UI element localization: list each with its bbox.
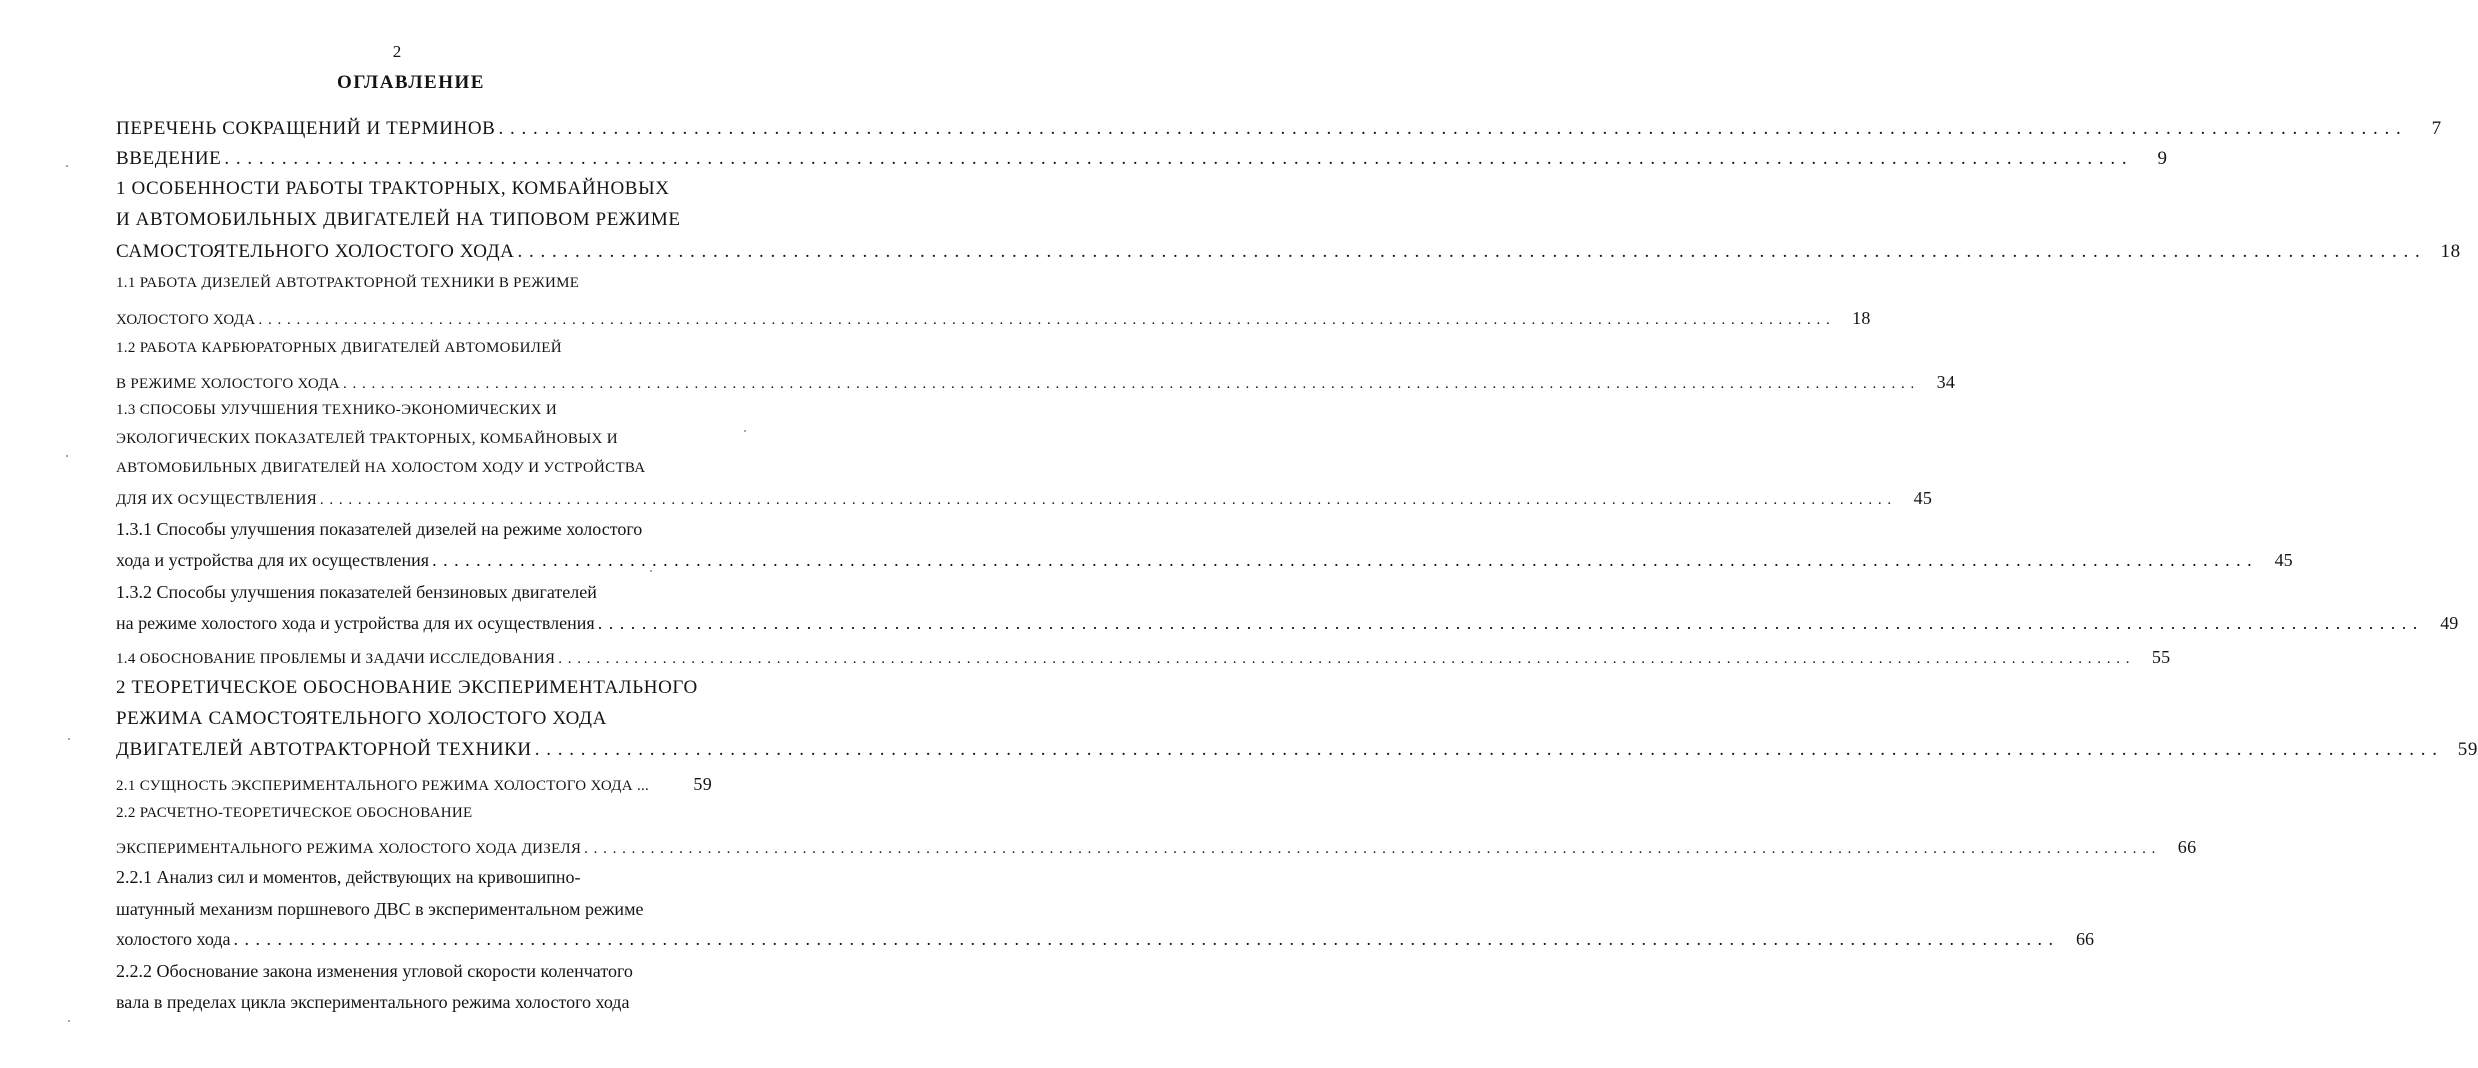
toc-entry-text: 2.2.2 Обоснование закона изменения угловой скорости коленчатого <box>116 961 633 981</box>
toc-entry-text: 1.2 РАБОТА КАРБЮРАТОРНЫХ ДВИГАТЕЛЕЙ АВТОМОБИЛЕЙ <box>116 340 562 356</box>
toc-leader-dots: . . . . . . . . . . . . . . . . . . . . . . . . . . . . . . . . . . . . . . . . . . . . . . . . . . . . . . . . . . . . . . . . . . . . . . . . . . . . . . . . . . . . . . . . . . . . . . . . . . . . . . . . . . . . . . . . . . . . . . . . . . . . . . . . . . . . . . . . . . . . . . . . . . . . . . . . . . . . . . . . . . . . . . <box>233 929 2055 949</box>
toc-entry-page: 45 <box>1913 488 1933 508</box>
toc-leader-dots: . . . . . . . . . . . . . . . . . . . . . . . . . . . . . . . . . . . . . . . . . . . . . . . . . . . . . . . . . . . . . . . . . . . . . . . . . . . . . . . . . . . . . . . . . . . . . . . . . . . . . . . . . . . . . . . . . . . . . . . . . . . . . . . . . . . . . . . . . . . . . . . . . . . . . . . . . . . . . . . . . . . . . . <box>258 312 1831 328</box>
toc-entry-page: 66 <box>2076 929 2095 949</box>
toc-entry-text: И АВТОМОБИЛЬНЫХ ДВИГАТЕЛЕЙ НА ТИПОВОМ РЕЖИМЕ <box>116 209 681 230</box>
toc-entry[interactable] <box>116 613 2459 634</box>
scan-speck <box>68 1020 70 1022</box>
toc-leader-dots: . . . . . . . . . . . . . . . . . . . . . . . . . . . . . . . . . . . . . . . . . . . . . . . . . . . . . . . . . . . . . . . . . . . . . . . . . . . . . . . . . . . . . . . . . . . . . . . . . . . . . . . . . . . . . . . . . . . . . . . . . . . . . . . . . . . . . . . . . . . . . . . . . . . . . . . . . . . . . . . . . . . . . . <box>517 241 2421 262</box>
toc-entry-text: ЭКОЛОГИЧЕСКИХ ПОКАЗАТЕЛЕЙ ТРАКТОРНЫХ, КОМБАЙНОВЫХ И <box>116 431 618 447</box>
toc-entry[interactable] <box>116 739 2478 761</box>
toc-entry[interactable] <box>116 961 712 982</box>
toc-entry[interactable] <box>116 488 1933 509</box>
toc-leader-dots: . . . . . . . . . . . . . . . . . . . . . . . . . . . . . . . . . . . . . . . . . . . . . . . . . . . . . . . . . . . . . . . . . . . . . . . . . . . . . . . . . . . . . . . . . . . . . . . . . . . . . . . . . . . . . . . . . . . . . . . . . . . . . . . . . . . . . . . . . . . . . . . . . . . . . . . . . . . . . . . . . . . . . . <box>319 492 1893 508</box>
toc-entry[interactable] <box>116 241 2461 263</box>
toc-leader-dots: . . . . . . . . . . . . . . . . . . . . . . . . . . . . . . . . . . . . . . . . . . . . . . . . . . . . . . . . . . . . . . . . . . . . . . . . . . . . . . . . . . . . . . . . . . . . . . . . . . . . . . . . . . . . . . . . . . . . . . . . . . . . . . . . . . . . . . . . . . . . . . . . . . . . . . . . . . . . . . . . . . . . . . <box>224 148 2128 169</box>
toc-leader-dots: . . . . . . . . . . . . . . . . . . . . . . . . . . . . . . . . . . . . . . . . . . . . . . . . . . . . . . . . . . . . . . . . . . . . . . . . . . . . . . . . . . . . . . . . . . . . . . . . . . . . . . . . . . . . . . . . . . . . . . . . . . . . . . . . . . . . . . . . . . . . . . . . . . . . . . . . . . . . . . . . . . . . . . <box>558 651 2131 667</box>
toc-entry[interactable] <box>116 519 712 540</box>
toc-entry[interactable] <box>116 340 712 357</box>
toc-entry-page: 9 <box>2157 148 2168 169</box>
toc-entry-page: 49 <box>2440 613 2459 633</box>
toc-leader-dots: . . . . . . . . . . . . . . . . . . . . . . . . . . . . . . . . . . . . . . . . . . . . . . . . . . . . . . . . . . . . . . . . . . . . . . . . . . . . . . . . . . . . . . . . . . . . . . . . . . . . . . . . . . . . . . . . . . . . . . . . . . . . . . . . . . . . . . . . . . . . . . . . . . . . . . . . . . . . . . . . . . . . . . <box>432 550 2253 570</box>
toc-entry-text: САМОСТОЯТЕЛЬНОГО ХОЛОСТОГО ХОДА <box>116 241 515 262</box>
toc-entry[interactable] <box>116 372 1956 393</box>
toc-entry-text: холостого хода <box>116 929 231 949</box>
toc-leader-dots: . . . . . . . . . . . . . . . . . . . . . . . . . . . . . . . . . . . . . . . . . . . . . . . . . . . . . . . . . . . . . . . . . . . . . . . . . . . . . . . . . . . . . . . . . . . . . . . . . . . . . . . . . . . . . . . . . . . . . . . . . . . . . . . . . . . . . . . . . . . . . . . . . . . . . . . . . . . . . . . . . . . . . . <box>597 613 2419 633</box>
toc-entry-text: 1.4 ОБОСНОВАНИЕ ПРОБЛЕМЫ И ЗАДАЧИ ИССЛЕДОВАНИЯ <box>116 651 556 667</box>
scan-speck <box>66 455 68 457</box>
toc-entry[interactable] <box>116 774 712 795</box>
toc-entry[interactable] <box>116 708 712 730</box>
toc-entry-text: АВТОМОБИЛЬНЫХ ДВИГАТЕЛЕЙ НА ХОЛОСТОМ ХОДУ И УСТРОЙСТВА <box>116 460 646 476</box>
toc-leader-dots: . . . . . . . . . . . . . . . . . . . . . . . . . . . . . . . . . . . . . . . . . . . . . . . . . . . . . . . . . . . . . . . . . . . . . . . . . . . . . . . . . . . . . . . . . . . . . . . . . . . . . . . . . . . . . . . . . . . . . . . . . . . . . . . . . . . . . . . . . . . . . . . . . . . . . . . . . . . . . . . . . . . . . . <box>498 118 2402 139</box>
toc-entry[interactable] <box>116 837 2197 858</box>
toc-entry[interactable] <box>116 460 712 477</box>
page-number: 2 <box>392 42 402 61</box>
toc-entry-text: РЕЖИМА САМОСТОЯТЕЛЬНОГО ХОЛОСТОГО ХОДА <box>116 708 607 729</box>
toc-entry-page: 18 <box>2440 241 2461 262</box>
toc-entry-text: 1.3 СПОСОБЫ УЛУЧШЕНИЯ ТЕХНИКО-ЭКОНОМИЧЕСКИХ И <box>116 402 557 418</box>
toc-entry-text: ПЕРЕЧЕНЬ СОКРАЩЕНИЙ И ТЕРМИНОВ <box>116 118 496 139</box>
toc-entry-text: 1.1 РАБОТА ДИЗЕЛЕЙ АВТОТРАКТОРНОЙ ТЕХНИКИ В РЕЖИМЕ <box>116 275 580 291</box>
toc-leader-dots: . . . . . . . . . . . . . . . . . . . . . . . . . . . . . . . . . . . . . . . . . . . . . . . . . . . . . . . . . . . . . . . . . . . . . . . . . . . . . . . . . . . . . . . . . . . . . . . . . . . . . . . . . . . . . . . . . . . . . . . . . . . . . . . . . . . . . . . . . . . . . . . . . . . . . . . . . . . . . . . . . . . . . . <box>342 376 1916 392</box>
toc-entry[interactable] <box>116 867 712 888</box>
toc-entry-page: 7 <box>2431 118 2442 139</box>
scan-speck <box>650 570 652 572</box>
toc-entry-text: 1.3.2 Способы улучшения показателей бензиновых двигателей <box>116 582 597 602</box>
toc-leader-dots: . . . . . . . . . . . . . . . . . . . . . . . . . . . . . . . . . . . . . . . . . . . . . . . . . . . . . . . . . . . . . . . . . . . . . . . . . . . . . . . . . . . . . . . . . . . . . . . . . . . . . . . . . . . . . . . . . . . . . . . . . . . . . . . . . . . . . . . . . . . . . . . . . . . . . . . . . . . . . . . . . . . . . . <box>534 739 2438 760</box>
toc-entry[interactable] <box>116 148 2168 170</box>
toc-entry-page: 59 <box>693 774 712 794</box>
toc-leader-dots: . . . . . . . . . . . . . . . . . . . . . . . . . . . . . . . . . . . . . . . . . . . . . . . . . . . . . . . . . . . . . . . . . . . . . . . . . . . . . . . . . . . . . . . . . . . . . . . . . . . . . . . . . . . . . . . . . . . . . . . . . . . . . . . . . . . . . . . . . . . . . . . . . . . . . . . . . . . . . . . . . . . . . . <box>584 841 2157 857</box>
toc-entry-text: 1.3.1 Способы улучшения показателей дизелей на режиме холостого <box>116 519 643 539</box>
toc-entry[interactable] <box>116 402 712 419</box>
toc-entry-text: ЭКСПЕРИМЕНТАЛЬНОГО РЕЖИМА ХОЛОСТОГО ХОДА ДИЗЕЛЯ <box>116 841 582 857</box>
toc-entry-text: 2.1 СУЩНОСТЬ ЭКСПЕРИМЕНТАЛЬНОГО РЕЖИМА ХОЛОСТОГО ХОДА ... <box>116 778 650 794</box>
toc-entry[interactable] <box>116 805 712 822</box>
toc-entry[interactable] <box>116 275 712 292</box>
toc-entry-text: ДВИГАТЕЛЕЙ АВТОТРАКТОРНОЙ ТЕХНИКИ <box>116 739 532 760</box>
toc-entry-text: ХОЛОСТОГО ХОДА <box>116 312 256 328</box>
scan-speck <box>66 165 68 167</box>
toc-entry-text: шатунный механизм поршневого ДВС в экспериментальном режиме <box>116 899 644 919</box>
scan-speck <box>68 738 70 740</box>
toc-entry[interactable] <box>116 178 712 200</box>
toc-entry-text: 2 ТЕОРЕТИЧЕСКОЕ ОБОСНОВАНИЕ ЭКСПЕРИМЕНТАЛЬНОГО <box>116 677 698 698</box>
toc-entry[interactable] <box>116 899 712 920</box>
toc-entry[interactable] <box>116 209 712 231</box>
toc-entry-page: 66 <box>2177 837 2197 857</box>
scan-speck <box>744 430 746 432</box>
toc-entry[interactable] <box>116 992 712 1013</box>
toc-entry-text: ДЛЯ ИХ ОСУЩЕСТВЛЕНИЯ <box>116 492 317 508</box>
toc-entry[interactable] <box>116 582 712 603</box>
toc-title: ОГЛАВЛЕНИЕ <box>337 72 485 93</box>
toc-entry-page: 18 <box>1852 308 1871 328</box>
toc-entry-text: 2.2.1 Анализ сил и моментов, действующих на кривошипно- <box>116 867 581 887</box>
toc-entry[interactable] <box>116 677 712 699</box>
toc-entry-page: 59 <box>2457 739 2478 760</box>
toc-entry[interactable] <box>116 431 712 448</box>
toc-entry[interactable] <box>116 647 2171 668</box>
toc-entry[interactable] <box>116 550 2293 571</box>
toc-entry[interactable] <box>116 308 1871 329</box>
toc-entry-text: 1 ОСОБЕННОСТИ РАБОТЫ ТРАКТОРНЫХ, КОМБАЙНОВЫХ <box>116 178 670 199</box>
toc-entry[interactable] <box>116 929 2095 950</box>
toc-entry-text: хода и устройства для их осуществления <box>116 550 430 570</box>
toc-entry-text: ВВЕДЕНИЕ <box>116 148 222 169</box>
toc-entry-text: вала в пределах цикла экспериментального режима холостого хода <box>116 992 630 1012</box>
toc-entry-page: 55 <box>2151 647 2171 667</box>
toc-entry-page: 34 <box>1936 372 1956 392</box>
toc-entry[interactable] <box>116 118 2442 140</box>
toc-entry-text: В РЕЖИМЕ ХОЛОСТОГО ХОДА <box>116 376 340 392</box>
toc-entry-text: 2.2 РАСЧЕТНО-ТЕОРЕТИЧЕСКОЕ ОБОСНОВАНИЕ <box>116 805 473 821</box>
toc-entry-page: 45 <box>2274 550 2293 570</box>
toc-entry-text: на режиме холостого хода и устройства для их осуществления <box>116 613 595 633</box>
